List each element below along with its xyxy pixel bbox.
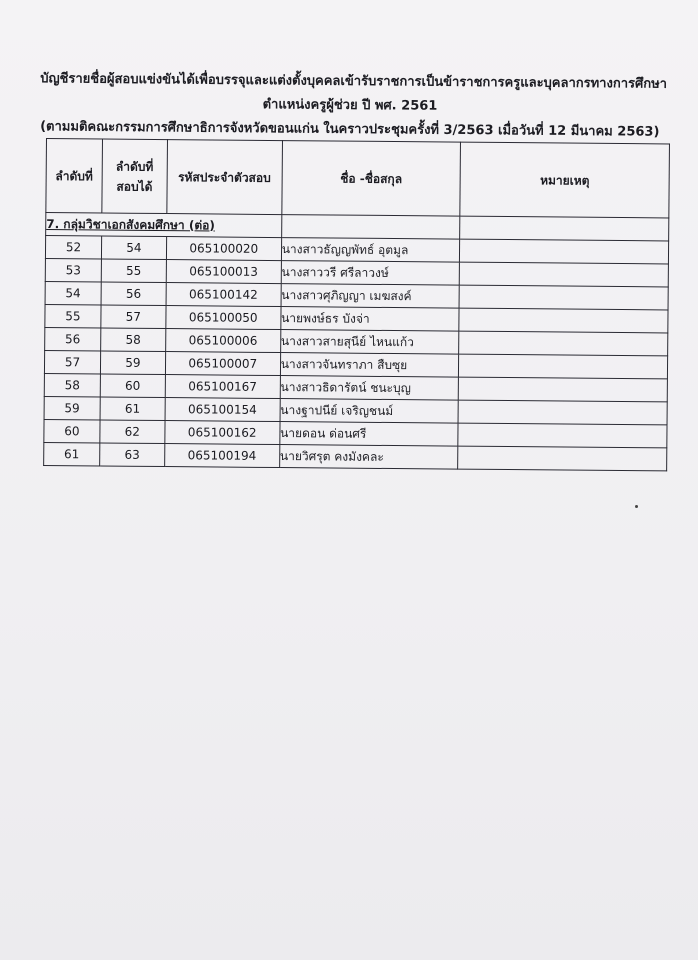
order-cell: 60	[44, 419, 100, 442]
rank-cell: 60	[100, 374, 165, 398]
title-line-1: บัญชีรายชื่อผู้สอบแข่งขันได้เพื่อบรรจุและแต่งตั้งบุคคลเข้ารับราชการเป็นข้าราชการครูและบุคลากรทางการศึกษา	[40, 71, 668, 92]
order-cell: 53	[45, 258, 101, 281]
rank-cell: 59	[100, 351, 165, 375]
exam-id-cell: 065100142	[166, 283, 281, 307]
remark-cell	[460, 239, 669, 264]
exam-id-cell: 065100167	[165, 375, 280, 399]
name-cell: นางสาวธิดารัตน์ ชนะบุญ	[280, 376, 459, 401]
order-cell: 55	[45, 304, 101, 327]
rank-cell: 57	[101, 305, 166, 329]
name-cell: นางสาวสายสุนีย์ ไหนแก้ว	[280, 330, 459, 355]
exam-id-cell: 065100006	[165, 329, 280, 353]
title-line-2: ตำแหน่งครูผู้ช่วย ปี พศ. 2561	[262, 97, 438, 114]
order-cell: 56	[45, 327, 101, 350]
group-row-empty-name	[281, 215, 460, 240]
order-cell: 61	[44, 442, 100, 465]
rank-cell: 62	[100, 420, 165, 444]
order-cell: 57	[44, 350, 100, 373]
name-cell: นางสาววรี ศรีลาวงษ์	[281, 261, 460, 286]
remark-cell	[459, 377, 668, 402]
remark-cell	[458, 446, 667, 471]
exam-id-cell: 065100154	[165, 398, 280, 422]
col-rank-line1: ลำดับที่	[115, 159, 154, 174]
order-cell: 58	[44, 373, 100, 396]
rank-cell: 61	[100, 397, 165, 421]
name-cell: นางสาวธัญญพัทธ์ อุตมูล	[281, 238, 460, 263]
name-cell: นายดอน ด่อนศรี	[280, 422, 459, 447]
rank-cell: 58	[101, 328, 166, 352]
remark-cell	[458, 400, 667, 425]
col-rank-line2: สอบได้	[116, 179, 153, 194]
exam-id-cell: 065100020	[166, 237, 281, 261]
order-cell: 59	[44, 396, 100, 419]
remark-cell	[459, 354, 668, 379]
col-order: ลำดับที่	[46, 139, 103, 213]
table-header-row	[46, 139, 670, 218]
exam-id-cell: 065100013	[166, 260, 281, 284]
rank-cell: 55	[101, 259, 166, 283]
table-row	[44, 442, 667, 470]
col-rank	[102, 139, 168, 214]
rank-cell: 63	[100, 443, 165, 467]
remark-cell	[459, 308, 668, 333]
name-cell: นางฐาปนีย์ เจริญชนม์	[280, 399, 459, 424]
exam-id-cell: 065100050	[166, 306, 281, 330]
name-cell: นายวิศรุต คงมังคละ	[279, 445, 458, 470]
group-row-empty-remark	[460, 216, 669, 241]
col-remark: หมายเหตุ	[460, 142, 669, 218]
name-cell: นางสาวศุภิญญา เมฆสงค์	[281, 284, 460, 309]
exam-id-cell: 065100162	[165, 421, 280, 445]
candidate-table	[43, 138, 670, 471]
rank-cell: 56	[101, 282, 166, 306]
title-line-3: (ตามมติคณะกรรมการศึกษาธิการจังหวัดขอนแก่น ในคราวประชุมครั้งที่ 3/2563 เมื่อวันที่ 12 มีนาคม 2563)	[40, 119, 660, 140]
name-cell: นายพงษ์ธร บังจ่า	[281, 307, 460, 332]
exam-id-cell: 065100194	[164, 444, 279, 468]
col-name: ชื่อ -ชื่อสกุล	[282, 141, 461, 217]
remark-cell	[458, 423, 667, 448]
remark-cell	[460, 262, 669, 287]
remark-cell	[459, 285, 668, 310]
order-cell: 54	[45, 281, 101, 304]
col-exam-id: รหัสประจำตัวสอบ	[167, 140, 283, 215]
exam-id-cell: 065100007	[165, 352, 280, 376]
group-label: 7. กลุ่มวิชาเอกสังคมศึกษา (ต่อ)	[46, 213, 282, 238]
order-cell: 52	[45, 236, 101, 259]
rank-cell: 54	[101, 236, 166, 260]
remark-cell	[459, 331, 668, 356]
ink-dot	[635, 505, 638, 508]
name-cell: นางสาวจันทราภา สืบซุย	[280, 353, 459, 378]
document-header	[40, 67, 668, 144]
